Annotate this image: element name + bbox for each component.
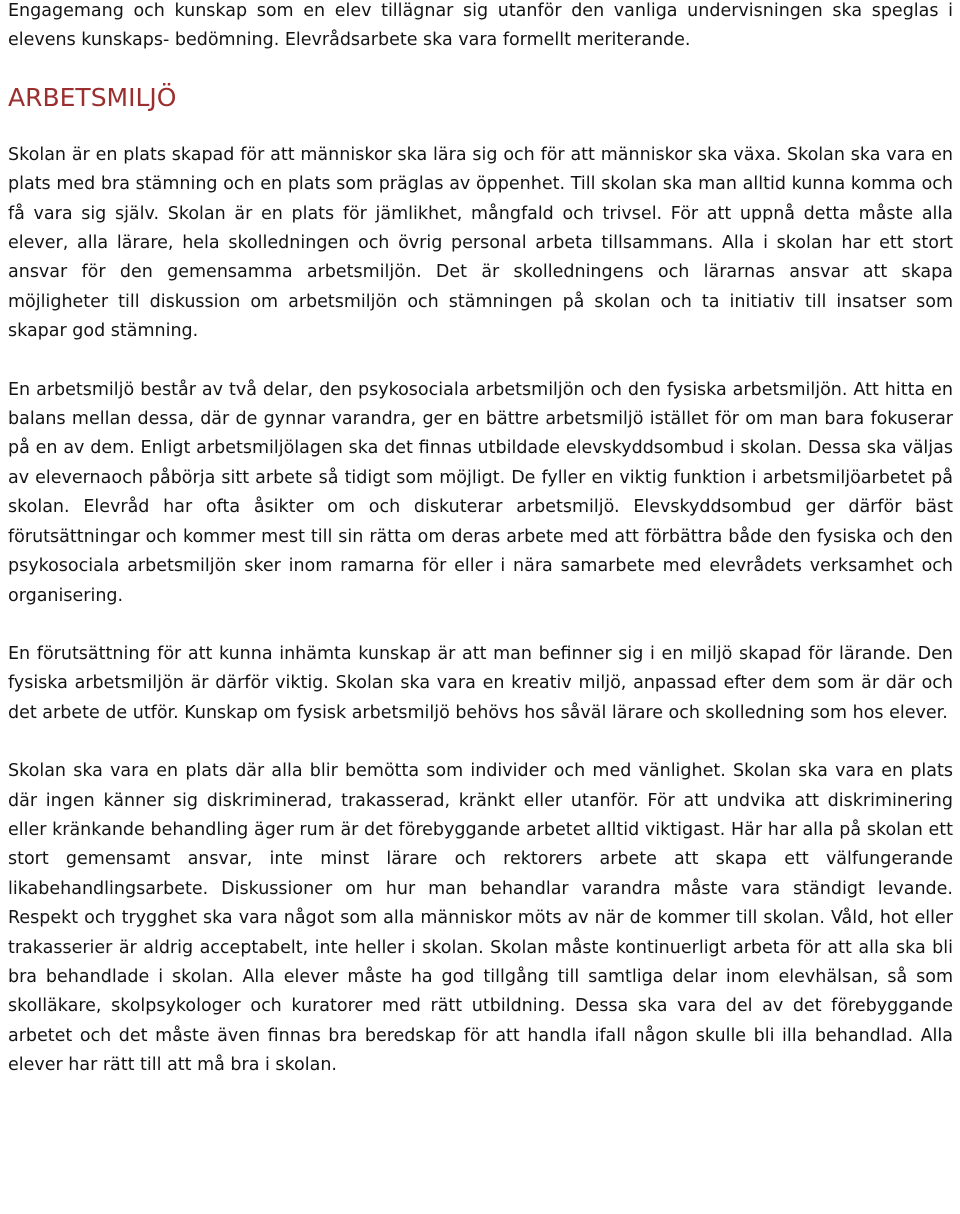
intro-paragraph: Engagemang och kunskap som en elev tillägnar sig utanför den vanliga undervisningen ska speglas i elevens kunskaps- bedömning. Elevrådsarbete ska vara formellt meriterande. — [8, 1, 953, 51]
paragraph-school-atmosphere: Skolan är en plats skapad för att människor ska lära sig och för att människor ska växa. Skolan ska vara en plats med bra stämning och en plats som präglas av öppenhet. Till skolan ska man alltid kunna komma och få vara sig själv. Skolan är en plats för jämlikhet, mångfald och trivsel. För att uppnå detta måste alla elever, alla lärare, hela skolledningen och övrig personal arbeta tillsammans. Alla i skolan har ett stort ansvar för den gemensamma arbetsmiljön. Det är skolledningens och lärarnas ansvar att skapa möjligheter till diskussion om arbetsmiljön och stämningen på skolan och ta initiativ till insatser som skapar god stämning. — [8, 144, 953, 342]
paragraph-equal-treatment: Skolan ska vara en plats där alla blir bemötta som individer och med vänlighet. Skolan ska vara en plats där ingen känner sig diskriminerad, trakasserad, kränkt eller utanför. För att undvika att diskriminering eller kränkande behandling äger rum är det förebyggande arbetet alltid viktigast. Här har alla på skolan ett stort gemensamt ansvar, inte minst lärare och rektorers arbete att skapa ett välfungerande likabehandlingsarbete. Diskussioner om hur man behandlar varandra måste vara ständigt levande. Respekt och trygghet ska vara något som alla människor möts av när de kommer till skolan. Våld, hot eller trakasserier är aldrig acceptabelt, inte heller i skolan. Skolan måste kontinuerligt arbeta för att alla ska bli bra behandlade i skolan. Alla elever måste ha god tillgång till samtliga delar inom elevhälsan, så som skolläkare, skolpsykologer och kuratorer med rätt utbildning. Dessa ska vara del av det förebyggande arbetet och det måste även finnas bra beredskap för att handla ifall någon skulle bli illa behandlad. Alla elever har rätt till att må bra i skolan. — [8, 761, 953, 1076]
paragraph-physical-environment: En förutsättning för att kunna inhämta kunskap är att man befinner sig i en miljö skapad för lärande. Den fysiska arbetsmiljön är därför viktig. Skolan ska vara en kreativ miljö, anpassad efter dem som är där och det arbete de utför. Kunskap om fysisk arbetsmiljö behövs hos såväl lärare och skolledning som hos elever. — [8, 643, 953, 723]
section-heading: ARBETSMILJÖ — [8, 82, 177, 112]
paragraph-work-environment-parts: En arbetsmiljö består av två delar, den psykosociala arbetsmiljön och den fysiska arbetsmiljön. Att hitta en balans mellan dessa, där de gynnar varandra, ger en bättre arbetsmiljö istället för om man bara fokuserar på en av dem. Enligt arbetsmiljölagen ska det finnas utbildade elevskyddsombud i skolan. Dessa ska väljas av elevernaoch påbörja sitt arbete så tidigt som möjligt. De fyller en viktig funktion i arbetsmiljöarbetet på skolan. Elevråd har ofta åsikter om och diskuterar arbetsmiljö. Elevskyddsombud ger därför bäst förutsättningar och kommer mest till sin rätta om deras arbete med att förbättra både den fysiska och den psykosociala arbetsmiljön sker inom ramarna för eller i nära samarbete med elevrådets verksamhet och organisering. — [8, 379, 953, 606]
